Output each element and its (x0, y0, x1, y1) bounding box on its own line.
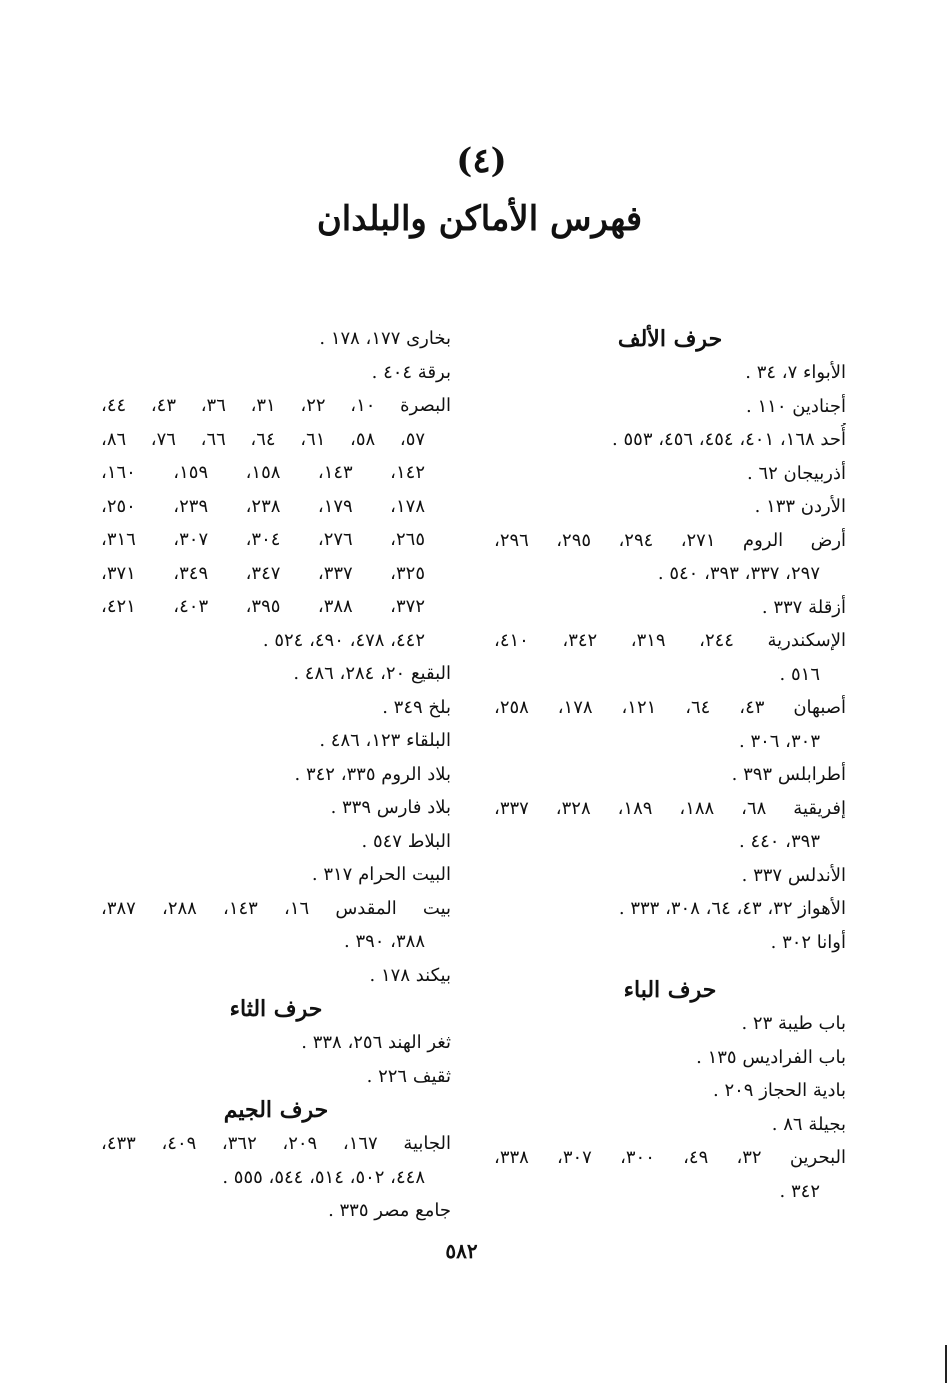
section-heading-alif: حرف الألف (617, 326, 723, 352)
section-heading-ba: حرف الباء (623, 977, 717, 1003)
index-entry-continuation: ٣٧٢، ٣٨٨، ٣٩٥، ٤٠٣، ٤٢١، (101, 596, 426, 617)
index-entry: البلقاء ١٢٣، ٤٨٦ . (319, 730, 451, 751)
index-entry-continuation: ٣٨٨، ٣٩٠ . (343, 931, 425, 952)
index-entry: الأبواء ٧، ٣٤ . (745, 362, 846, 383)
index-entry: أطرابلس ٣٩٣ . (731, 764, 846, 785)
section-gap (494, 959, 846, 973)
index-entry: أوانا ٣٠٢ . (770, 931, 846, 953)
index-entry: أجنادين ١١٠ . (746, 395, 846, 417)
index-entry: أصبهان ٤٣، ٦٤، ١٢١، ١٧٨، ٢٥٨، (494, 697, 846, 718)
index-entry: بلاد الروم ٣٣٥، ٣٤٢ . (294, 763, 451, 785)
index-entry-continuation: ١٧٨، ١٧٩، ٢٣٨، ٢٣٩، ٢٥٠، (101, 495, 426, 517)
index-entry: بلخ ٣٤٩ . (382, 696, 451, 718)
index-entry-continuation: ٢٩٧، ٣٣٧، ٣٩٣، ٥٤٠ . (657, 563, 820, 584)
index-entry: البيت الحرام ٣١٧ . (311, 864, 451, 885)
index-entry-continuation: ٣٤٢ . (779, 1180, 820, 1202)
section-heading-jim: حرف الجيم (223, 1097, 329, 1123)
entry-list-alif (494, 356, 846, 959)
index-entry: البصرة ١٠، ٢٢، ٣١، ٣٦، ٤٣، ٤٤، (101, 395, 451, 416)
index-entry: أُحد ١٦٨، ٤٠١، ٤٥٤، ٤٥٦، ٥٥٣ . (612, 429, 846, 450)
index-column-right (494, 322, 846, 1208)
index-entry: بيت المقدس ١٦، ١٤٣، ٢٨٨، ٣٨٧، (101, 897, 451, 919)
margin-line-mark (945, 1345, 947, 1383)
page-number: ٥٨٢ (445, 1239, 478, 1263)
index-entry: بادية الحجاز ٢٠٩ . (713, 1080, 846, 1101)
index-entry: الإسكندرية ٢٤٤، ٣١٩، ٣٤٢، ٤١٠، (494, 630, 846, 651)
index-entry-continuation: ٤٤٨، ٥٠٢، ٥١٤، ٥٤٤، ٥٥٥ . (222, 1166, 425, 1188)
index-entry-continuation: ٢٦٥، ٢٧٦، ٣٠٤، ٣٠٧، ٣١٦، (101, 529, 426, 550)
index-entry: أزقلة ٣٣٧ . (761, 596, 846, 618)
entry-list-tha (101, 1026, 451, 1093)
index-entry: بيكند ١٧٨ . (369, 964, 451, 986)
index-entry: باب طيبة ٢٣ . (741, 1013, 846, 1034)
page-title: فهرس الأماكن والبلدان (316, 199, 643, 239)
index-entry: بخارى ١٧٧، ١٧٨ . (319, 328, 451, 349)
index-entry: بلاد فارس ٣٣٩ . (330, 797, 451, 818)
index-entry: الأردن ١٣٣ . (754, 496, 846, 517)
entry-list-jim (101, 1127, 451, 1228)
index-entry: الأهواز ٣٢، ٤٣، ٦٤، ٣٠٨، ٣٣٣ . (618, 898, 846, 919)
index-entry: برقة ٤٠٤ . (371, 361, 451, 383)
entry-list-ba (494, 1007, 846, 1208)
index-entry: باب الفراديس ١٣٥ . (696, 1046, 846, 1068)
index-entry: الأندلس ٣٣٧ . (741, 864, 846, 886)
index-entry: جامع مصر ٣٣٥ . (328, 1200, 451, 1221)
index-column-left (101, 322, 451, 1228)
index-entry-continuation: ٣٢٥، ٣٣٧، ٣٤٧، ٣٤٩، ٣٧١، (101, 562, 426, 584)
index-entry: إفريقية ٦٨، ١٨٨، ١٨٩، ٣٢٨، ٣٣٧، (494, 797, 846, 819)
entry-list-ba-continued (101, 322, 451, 992)
index-entry: البحرين ٣٢، ٤٩، ٣٠٠، ٣٠٧، ٣٣٨، (494, 1147, 846, 1168)
index-entry-continuation: ٣٠٣، ٣٠٦ . (738, 730, 820, 752)
index-entry-continuation: ٣٩٣، ٤٤٠ . (738, 831, 820, 852)
index-entry-continuation: ٤٤٢، ٤٧٨، ٤٩٠، ٥٢٤ . (262, 629, 425, 651)
index-entry: ثغر الهند ٢٥٦، ٣٣٨ . (301, 1032, 451, 1053)
index-entry: ثقيف ٢٢٦ . (366, 1065, 451, 1087)
index-entry-continuation: ٥١٦ . (779, 663, 820, 685)
index-entry: البلاط ٥٤٧ . (361, 830, 451, 852)
index-entry-continuation: ١٤٢، ١٤٣، ١٥٨، ١٥٩، ١٦٠، (101, 462, 426, 483)
index-entry: البقيع ٢٠، ٢٨٤، ٤٨٦ . (293, 663, 451, 684)
index-entry: أرض الروم ٢٧١، ٢٩٤، ٢٩٥، ٢٩٦، (494, 529, 846, 551)
index-entry-continuation: ٥٧، ٥٨، ٦١، ٦٤، ٦٦، ٧٦، ٨٦، (101, 428, 426, 450)
index-entry: الجابية ١٦٧، ٢٠٩، ٣٦٢، ٤٠٩، ٤٣٣، (101, 1133, 451, 1154)
chapter-number: (٤) (456, 141, 507, 181)
index-entry: أذربيجان ٦٢ . (747, 462, 846, 484)
index-entry: بجيلة ٨٦ . (771, 1113, 846, 1135)
section-heading-tha: حرف الثاء (229, 996, 323, 1022)
